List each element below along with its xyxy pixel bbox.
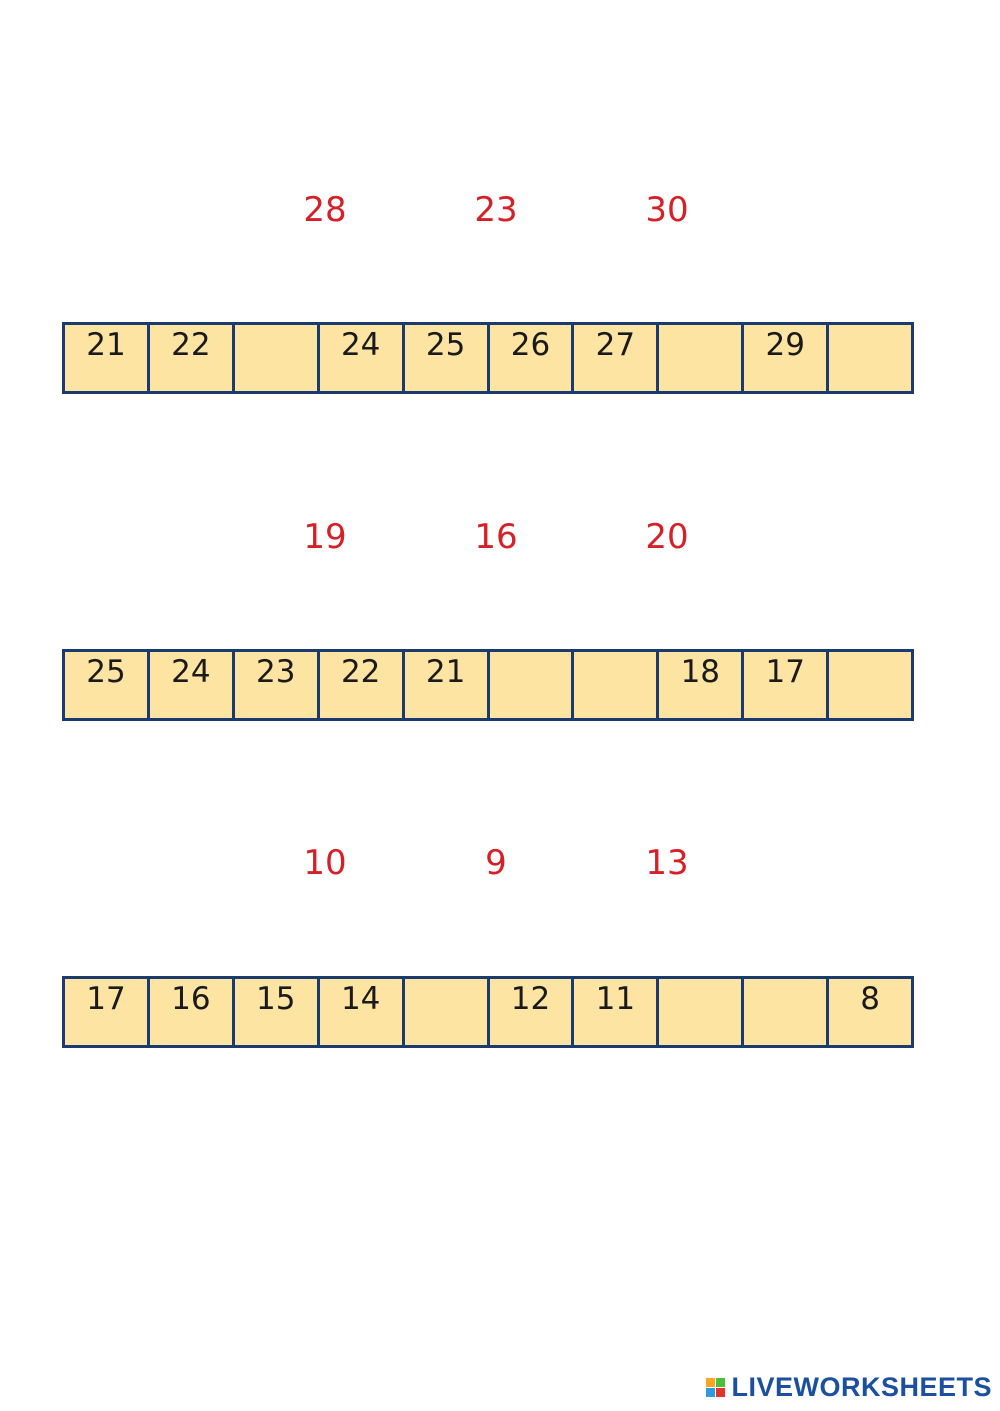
liveworksheets-logo-icon [706,1378,725,1397]
answer-option[interactable]: 16 [474,517,518,557]
answer-option[interactable]: 19 [303,517,347,557]
number-cell: 21 [405,652,490,718]
answer-option[interactable]: 20 [645,517,689,557]
number-cell: 14 [320,979,405,1045]
answer-drop-box[interactable] [574,652,659,718]
number-strip-1 [62,322,914,394]
answer-drop-box[interactable] [744,979,829,1045]
number-strip-2 [62,649,914,721]
answer-option[interactable]: 23 [474,190,518,230]
answer-options-3 [0,838,1000,888]
number-cell: 21 [65,325,150,391]
logo-square [716,1378,725,1387]
answer-drop-box[interactable] [405,979,490,1045]
answer-drop-box[interactable] [829,652,911,718]
number-cell: 25 [405,325,490,391]
number-strip-3 [62,976,914,1048]
number-cell: 17 [744,652,829,718]
answer-options-1 [0,185,1000,235]
answer-option[interactable]: 9 [485,843,507,883]
number-cell: 18 [659,652,744,718]
answer-drop-box[interactable] [659,325,744,391]
logo-square [706,1388,715,1397]
logo-square [706,1378,715,1387]
answer-drop-box[interactable] [829,325,911,391]
number-cell: 16 [150,979,235,1045]
number-cell: 22 [150,325,235,391]
number-cell: 17 [65,979,150,1045]
answer-option[interactable]: 30 [645,190,689,230]
number-cell: 25 [65,652,150,718]
number-cell: 29 [744,325,829,391]
number-cell: 11 [574,979,659,1045]
answer-option[interactable]: 28 [303,190,347,230]
answer-drop-box[interactable] [235,325,320,391]
liveworksheets-branding [706,1369,992,1405]
answer-option[interactable]: 13 [645,843,689,883]
number-cell: 26 [490,325,575,391]
number-cell: 24 [320,325,405,391]
number-cell: 27 [574,325,659,391]
answer-options-2 [0,512,1000,562]
answer-option[interactable]: 10 [303,843,347,883]
logo-square [716,1388,725,1397]
number-cell: 15 [235,979,320,1045]
liveworksheets-wordmark: LIVEWORKSHEETS [731,1371,992,1402]
number-cell: 12 [490,979,575,1045]
number-cell: 24 [150,652,235,718]
number-cell: 23 [235,652,320,718]
number-cell: 22 [320,652,405,718]
number-cell: 8 [860,981,880,1017]
answer-drop-box[interactable] [490,652,575,718]
answer-drop-box[interactable] [659,979,744,1045]
